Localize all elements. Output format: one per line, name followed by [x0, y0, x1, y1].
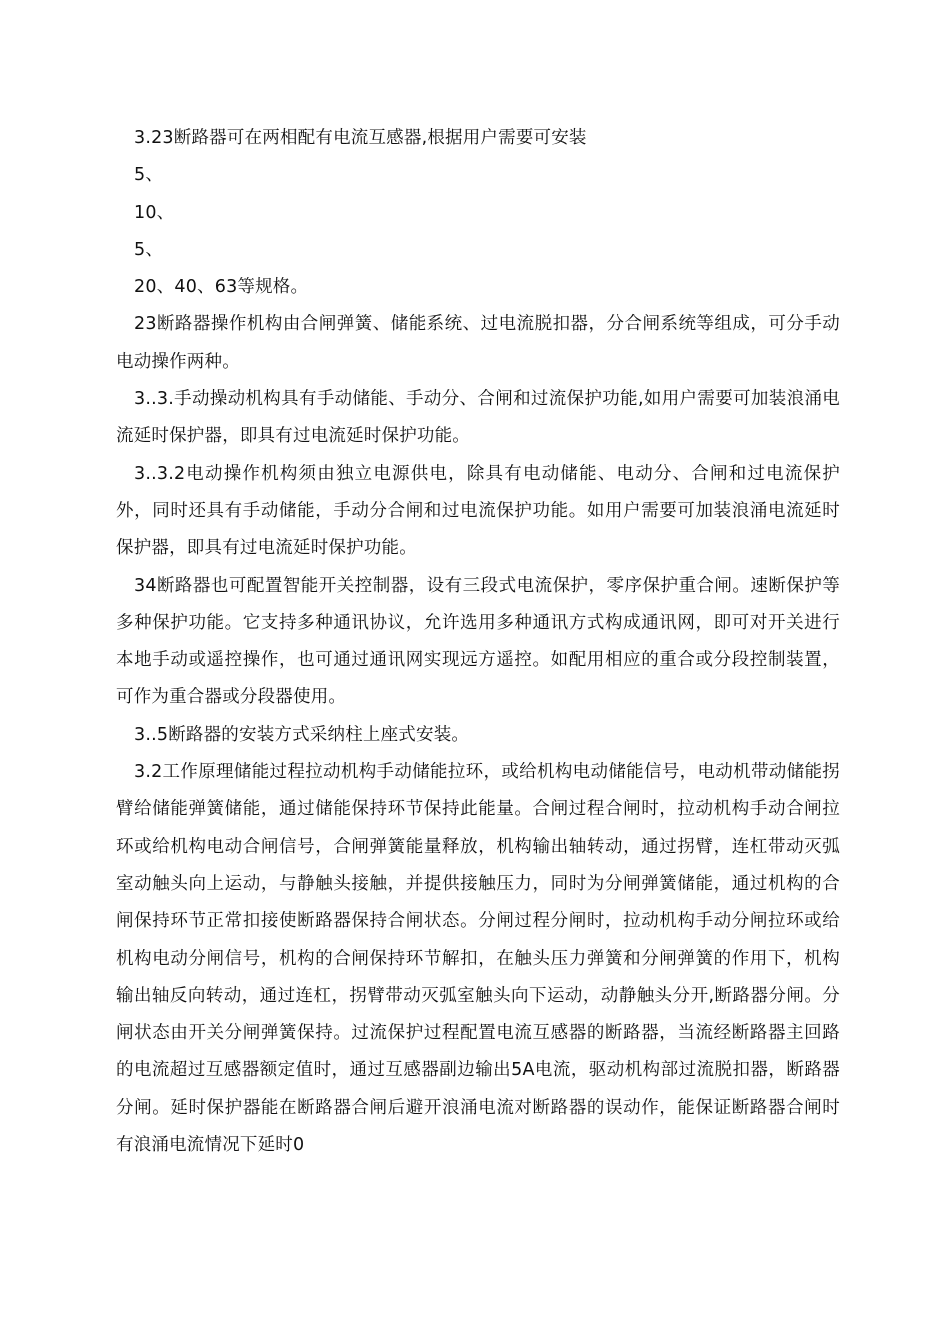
paragraph-spec-list: 20、40、63等规格。 — [134, 277, 309, 298]
paragraph-operating-mechanism: 23断路器操作机构由合闸弹簧、储能系统、过电流脱扣器，分合闸系统等组成，可分手动电动操作两种。 — [116, 314, 840, 372]
paragraph-spec-10: 10、 — [134, 202, 175, 223]
paragraph-electric-mechanism: 3..3.2电动操作机构须由独立电源供电，除具有电动储能、电动分、合闸和过电流保护外，同时还具有手动储能，手动分合闸和过电流保护功能。如用户需要可加装浪涌电流延时保护器，即具有过电流延时保护功能。 — [116, 463, 840, 559]
paragraph-spec-5a: 5、 — [134, 165, 164, 186]
paragraph-installation: 3..5断路器的安装方式采纳柱上座式安装。 — [134, 724, 470, 745]
paragraph-3-23: 3.23断路器可在两相配有电流互感器,根据用户需要可安装 — [134, 128, 587, 148]
document-body — [116, 120, 840, 1164]
paragraph-manual-mechanism: 3..3.手动操动机构具有手动储能、手动分、合闸和过流保护功能,如用户需要可加装浪涌电流延时保护器，即具有过电流延时保护功能。 — [116, 389, 840, 447]
paragraph-working-principle: 3.2工作原理储能过程拉动机构手动储能拉环，或给机构电动储能信号，电动机带动储能拐臂给储能弹簧储能，通过储能保持环节保持此能量。合闸过程合闸时，拉动机构手动合闸拉环或给机构电动合闸信号，合闸弹簧能量释放，机构输出轴转动，通过拐臂，连杠带动灭弧室动触头向上运动，与静触头接触，并提供接触压力，同时为分闸弹簧储能，通过机构的合闸保持环节正常扣接使断路器保持合闸状态。分闸过程分闸时，拉动机构手动分闸拉环或给机构电动分闸信号，机构的合闸保持环节解扣，在触头压力弹簧和分闸弹簧的作用下，机构输出轴反向转动，通过连杠，拐臂带动灭弧室触头向下运动，动静触头分开,断路器分闸。分闸状态由开关分闸弹簧保持。过流保护过程配置电流互感器的断路器，当流经断路器主回路的电流超过互感器额定值时，通过互感器副边输出5A电流，驱动机构部过流脱扣器，断路器分闸。延时保护器能在断路器合闸后避开浪涌电流对断路器的误动作，能保证断路器合闸时有浪涌电流情况下延时0 — [116, 762, 840, 1156]
paragraph-smart-controller: 34断路器也可配置智能开关控制器，设有三段式电流保护，零序保护重合闸。速断保护等多种保护功能。它支持多种通讯协议，允许选用多种通讯方式构成通讯网，即可对开关进行本地手动或遥控操作，也可通过通讯网实现远方遥控。如配用相应的重合或分段控制装置，可作为重合器或分段器使用。 — [116, 575, 840, 708]
paragraph-spec-5b: 5、 — [134, 239, 164, 260]
